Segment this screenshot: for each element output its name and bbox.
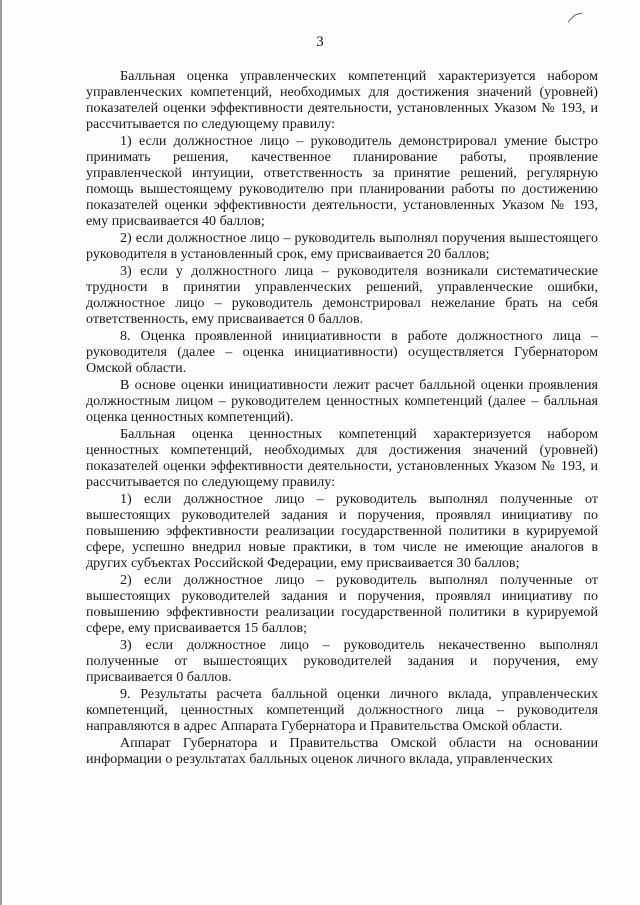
pen-mark-icon (566, 12, 584, 24)
page-number: 3 (316, 34, 324, 50)
scan-edge-line (0, 0, 2, 905)
paragraph: 3) если у должностного лица – руководителя возникали систематические трудности в принятии управленческих решений, управленческие ошибки, должностное лицо – руководитель демонстрировал нежелание брать на себя ответственность, ему присваивается 0 баллов. (86, 263, 598, 327)
document-body (86, 68, 598, 768)
paragraph: Балльная оценка управленческих компетенций характеризуется набором управленческих компетенций, необходимых для достижения значений (уровней) показателей оценки эффективности деятельности, установленных Указом № 193, и рассчитывается по следующему правилу: (86, 68, 598, 132)
paragraph: 3) если должностное лицо – руководитель некачественно выполнял полученные от вышестоящих руководителей задания и поручения, ему присваивается 0 баллов. (86, 637, 598, 685)
paragraph: 2) если должностное лицо – руководитель выполнял поручения вышестоящего руководителя в установленный срок, ему присваивается 20 баллов; (86, 230, 598, 262)
paragraph: 9. Результаты расчета балльной оценки личного вклада, управленческих компетенций, ценностных компетенций должностного лица – руководителя направляются в адрес Аппарата Губернатора и Правительства Омской области. (86, 686, 598, 734)
paragraph: 1) если должностное лицо – руководитель выполнял полученные от вышестоящих руководителей задания и поручения, проявлял инициативу по повышению эффективности реализации государственной политики в курируемой сфере, успешно внедрил новые практики, в том числе не имеющие аналогов в других субъектах Российской Федерации, ему присваивается 30 баллов; (86, 491, 598, 571)
paragraph: Аппарат Губернатора и Правительства Омской области на основании информации о результатах балльных оценок личного вклада, управленческих (86, 735, 598, 767)
paragraph: 8. Оценка проявленной инициативности в работе должностного лица – руководителя (далее – оценка инициативности) осуществляется Губернатором Омской области. (86, 328, 598, 376)
paragraph: 1) если должностное лицо – руководитель демонстрировал умение быстро принимать решения, качественное планирование работы, проявление управленческой интуиции, ответственность за принятие решений, регулярную помощь вышестоящему руководителю при планировании работы по достижению показателей оценки эффективности деятельности, установленных Указом № 193, ему присваивается 40 баллов; (86, 133, 598, 229)
paragraph: 2) если должностное лицо – руководитель выполнял полученные от вышестоящих руководителей задания и поручения, проявлял инициативу по повышению эффективности реализации государственной политики в курируемой сфере, ему присваивается 15 баллов; (86, 572, 598, 636)
paragraph: Балльная оценка ценностных компетенций характеризуется набором ценностных компетенций, необходимых для достижения значений (уровней) показателей оценки эффективности деятельности, установленных Указом № 193, и рассчитывается по следующему правилу: (86, 426, 598, 490)
paragraph: В основе оценки инициативности лежит расчет балльной оценки проявления должностным лицом – руководителем ценностных компетенций (далее – балльная оценка ценностных компетенций). (86, 377, 598, 425)
